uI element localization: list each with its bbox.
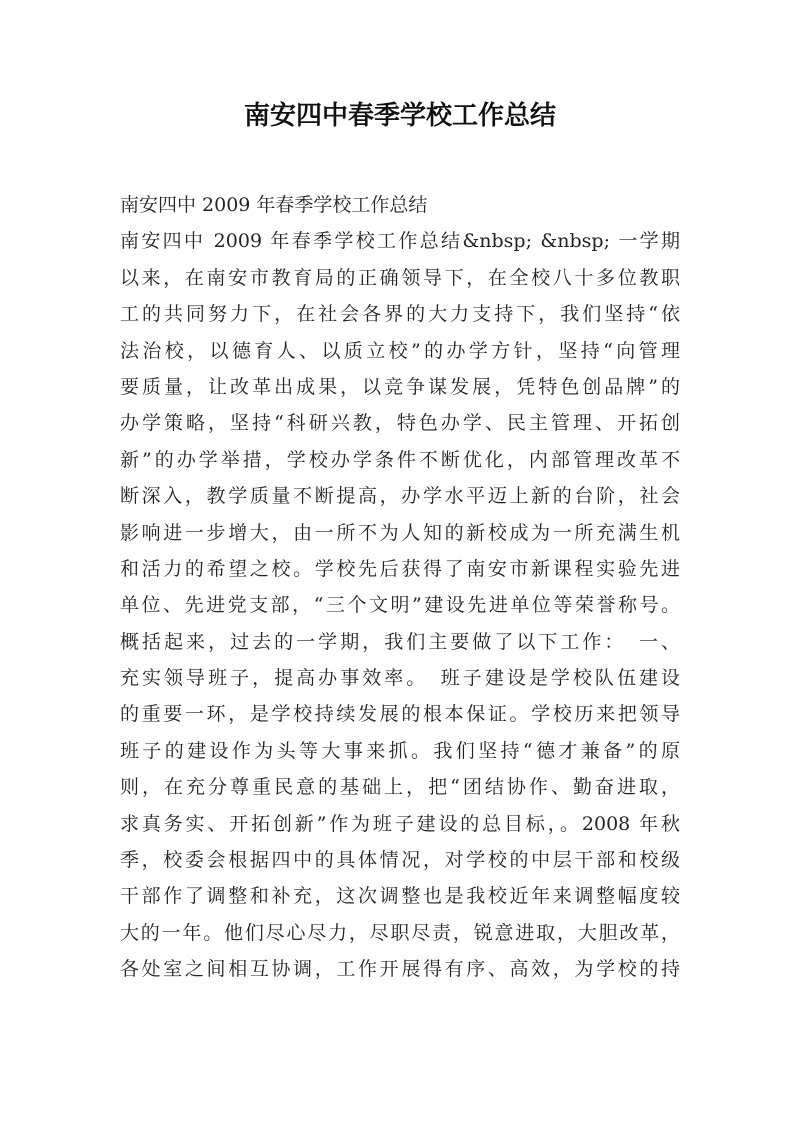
body-line: 以来，在南安市教育局的正确领导下，在全校八十多位教职 bbox=[120, 266, 680, 289]
subtitle-line: 南安四中 2009 年春季学校工作总结 bbox=[120, 194, 428, 216]
body-line: 和活力的希望之校。学校先后获得了南安市新课程实验先进 bbox=[120, 557, 680, 580]
body-line: 干部作了调整和补充，这次调整也是我校近年来调整幅度较 bbox=[120, 885, 680, 908]
body-line: 概括起来，过去的一学期，我们主要做了以下工作： 一、 bbox=[120, 630, 680, 653]
body-line: 法治校，以德育人、以质立校”的办学方针，坚持“向管理 bbox=[120, 339, 680, 362]
body-line: 新”的办学举措，学校办学条件不断优化，内部管理改革不 bbox=[120, 448, 680, 471]
document-title: 南安四中春季学校工作总结 bbox=[243, 101, 556, 131]
body-line: 大的一年。他们尽心尽力，尽职尽责，锐意进取，大胆改革， bbox=[120, 921, 680, 944]
document-body bbox=[120, 187, 680, 988]
body-line: 班子的建设作为头等大事来抓。我们坚持“德才兼备”的原 bbox=[120, 739, 680, 762]
body-line: 要质量，让改革出成果，以竞争谋发展，凭特色创品牌”的 bbox=[120, 375, 680, 398]
body-line: 工的共同努力下，在社会各界的大力支持下，我们坚持“依 bbox=[120, 303, 680, 326]
body-line: 充实领导班子，提高办事效率。 班子建设是学校队伍建设 bbox=[120, 667, 680, 690]
body-line: 断深入，教学质量不断提高，办学水平迈上新的台阶，社会 bbox=[120, 485, 680, 508]
body-line: 南安四中 2009 年春季学校工作总结&nbsp; &nbsp; 一学期 bbox=[120, 230, 680, 253]
body-line: 单位、先进党支部，“三个文明”建设先进单位等荣誉称号。 bbox=[120, 594, 680, 617]
body-line: 各处室之间相互协调，工作开展得有序、高效，为学校的持 bbox=[120, 958, 680, 981]
body-line: 办学策略，坚持“科研兴教，特色办学、民主管理、开拓创 bbox=[120, 412, 680, 435]
body-line: 季，校委会根据四中的具体情况，对学校的中层干部和校级 bbox=[120, 849, 680, 872]
body-line: 则，在充分尊重民意的基础上，把“团结协作、勤奋进取， bbox=[120, 776, 680, 799]
body-line: 影响进一步增大，由一所不为人知的新校成为一所充满生机 bbox=[120, 521, 680, 544]
body-line: 的重要一环，是学校持续发展的根本保证。学校历来把领导 bbox=[120, 703, 680, 726]
body-line: 求真务实、开拓创新”作为班子建设的总目标，。2008 年秋 bbox=[120, 812, 680, 835]
